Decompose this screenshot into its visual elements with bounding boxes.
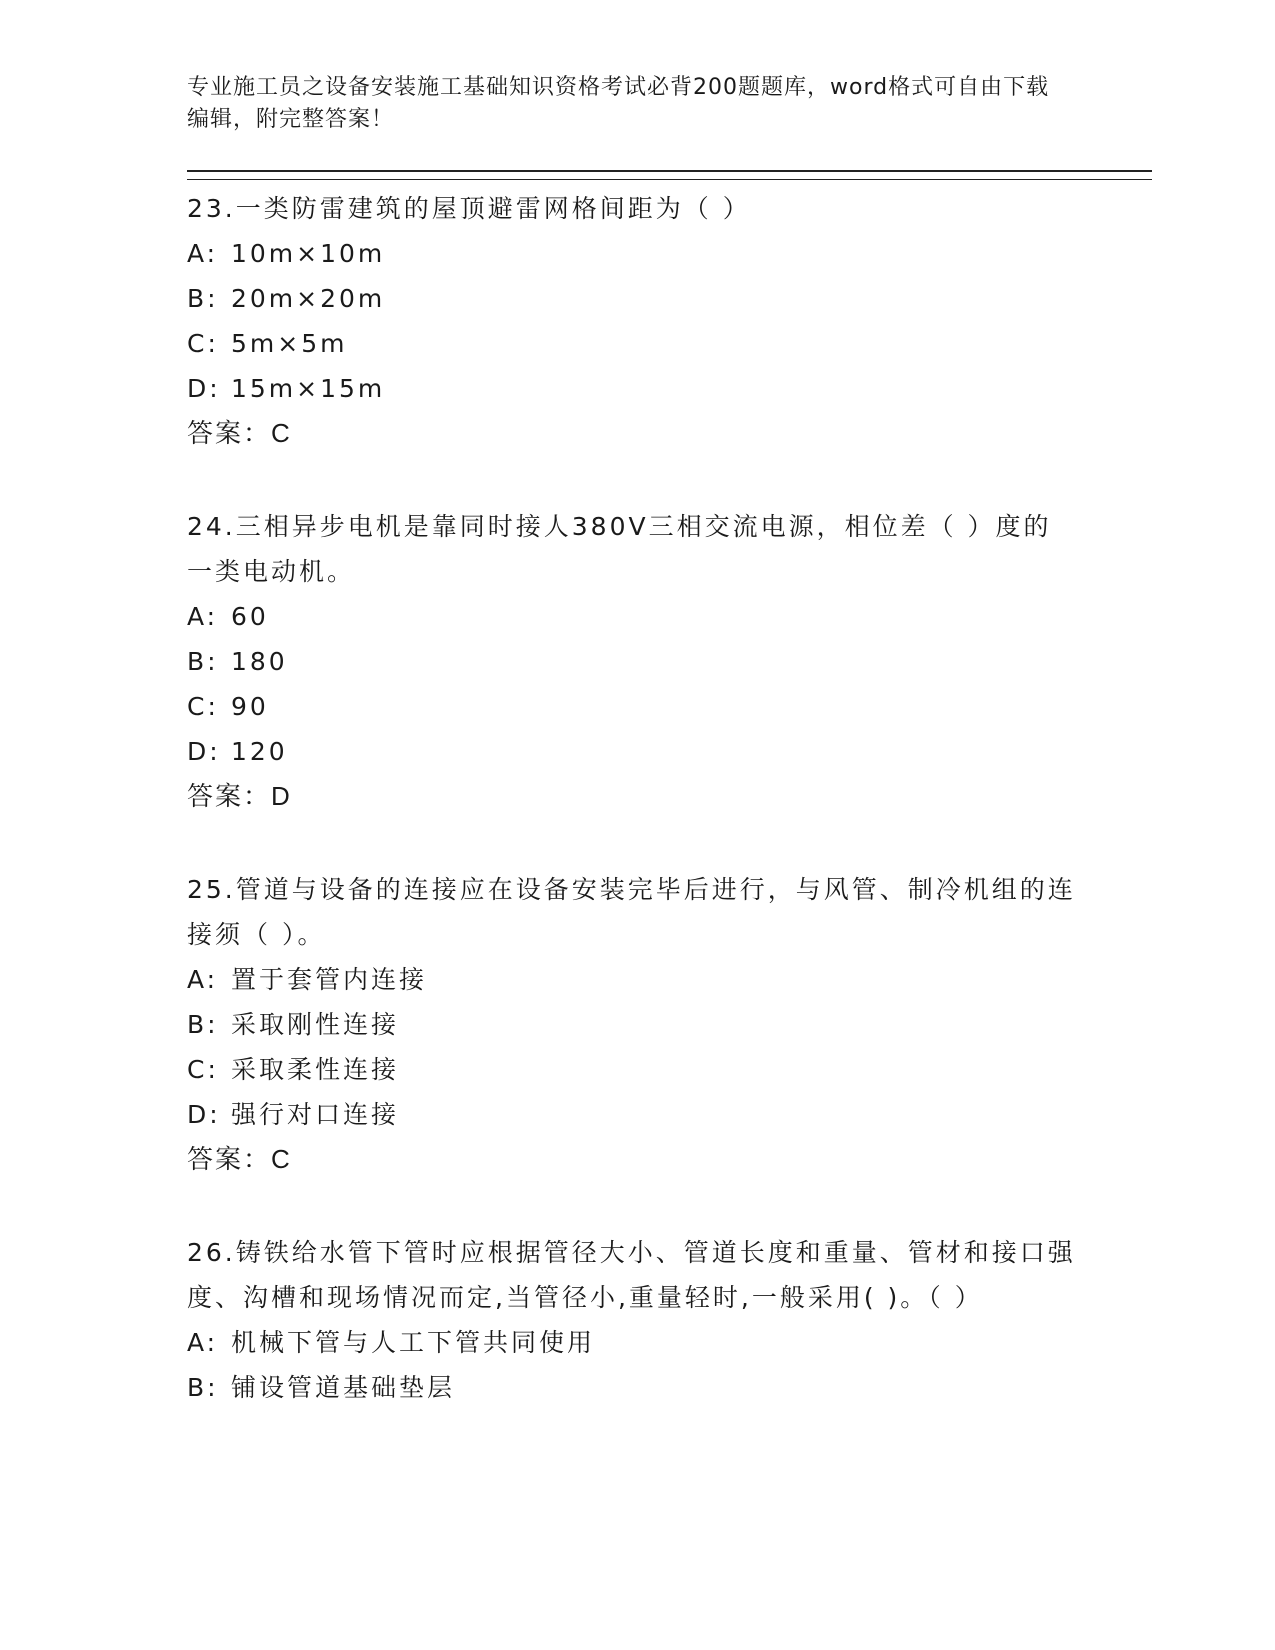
option-text: 5m×5m: [231, 329, 348, 358]
document-page: [187, 72, 1152, 1458]
option-letter: C:: [187, 329, 219, 358]
document-header: 专业施工员之设备安装施工基础知识资格考试必背200题题库，word格式可自由下载编辑，附完整答案！: [187, 75, 1050, 132]
option-text: 120: [231, 737, 288, 766]
option-b: [187, 276, 1152, 321]
option-b: [187, 1002, 1152, 1047]
answer-line: 答案：C: [187, 1144, 292, 1174]
option-a: [187, 594, 1152, 639]
question-25: [187, 867, 1152, 1182]
question-24: [187, 504, 1152, 819]
option-d: [187, 1092, 1152, 1137]
option-b: [187, 639, 1152, 684]
option-letter: B:: [187, 647, 219, 676]
option-text: 置于套管内连接: [231, 965, 428, 994]
question-stem: 24.三相异步电机是靠同时接人380V三相交流电源，相位差（ ）度的一类电动机。: [187, 512, 1052, 586]
question-26: [187, 1230, 1152, 1410]
option-text: 10m×10m: [231, 239, 386, 268]
option-a: [187, 1320, 1152, 1365]
option-text: 采取刚性连接: [231, 1010, 400, 1039]
option-letter: A:: [187, 1328, 219, 1357]
option-letter: B:: [187, 284, 219, 313]
question-stem: 23.一类防雷建筑的屋顶避雷网格间距为（ ）: [187, 194, 751, 223]
question-stem: 26.铸铁给水管下管时应根据管径大小、管道长度和重量、管材和接口强度、沟槽和现场情况而定,当管径小,重量轻时,一般采用( )。（ ）: [187, 1238, 1076, 1312]
option-d: [187, 729, 1152, 774]
option-letter: A:: [187, 965, 219, 994]
option-letter: B:: [187, 1373, 219, 1402]
option-text: 20m×20m: [231, 284, 386, 313]
option-letter: B:: [187, 1010, 219, 1039]
option-letter: A:: [187, 602, 219, 631]
question-list: [187, 186, 1152, 1410]
option-letter: D:: [187, 374, 221, 403]
option-text: 机械下管与人工下管共同使用: [231, 1328, 596, 1357]
option-letter: A:: [187, 239, 219, 268]
option-c: [187, 321, 1152, 366]
option-text: 铺设管道基础垫层: [231, 1373, 456, 1402]
option-b: [187, 1365, 1152, 1410]
option-text: 60: [231, 602, 269, 631]
option-text: 90: [231, 692, 269, 721]
answer-line: 答案：D: [187, 781, 292, 811]
option-text: 强行对口连接: [231, 1100, 400, 1129]
question-23: [187, 186, 1152, 456]
option-c: [187, 1047, 1152, 1092]
option-c: [187, 684, 1152, 729]
option-d: [187, 366, 1152, 411]
option-a: [187, 957, 1152, 1002]
option-letter: D:: [187, 737, 221, 766]
option-letter: C:: [187, 1055, 219, 1084]
answer-line: 答案：C: [187, 418, 292, 448]
option-text: 15m×15m: [231, 374, 386, 403]
option-text: 180: [231, 647, 288, 676]
option-letter: C:: [187, 692, 219, 721]
option-letter: D:: [187, 1100, 221, 1129]
option-text: 采取柔性连接: [231, 1055, 400, 1084]
header-divider: [187, 170, 1152, 180]
question-stem: 25.管道与设备的连接应在设备安装完毕后进行，与风管、制冷机组的连接须（ ）。: [187, 875, 1076, 949]
option-a: [187, 231, 1152, 276]
